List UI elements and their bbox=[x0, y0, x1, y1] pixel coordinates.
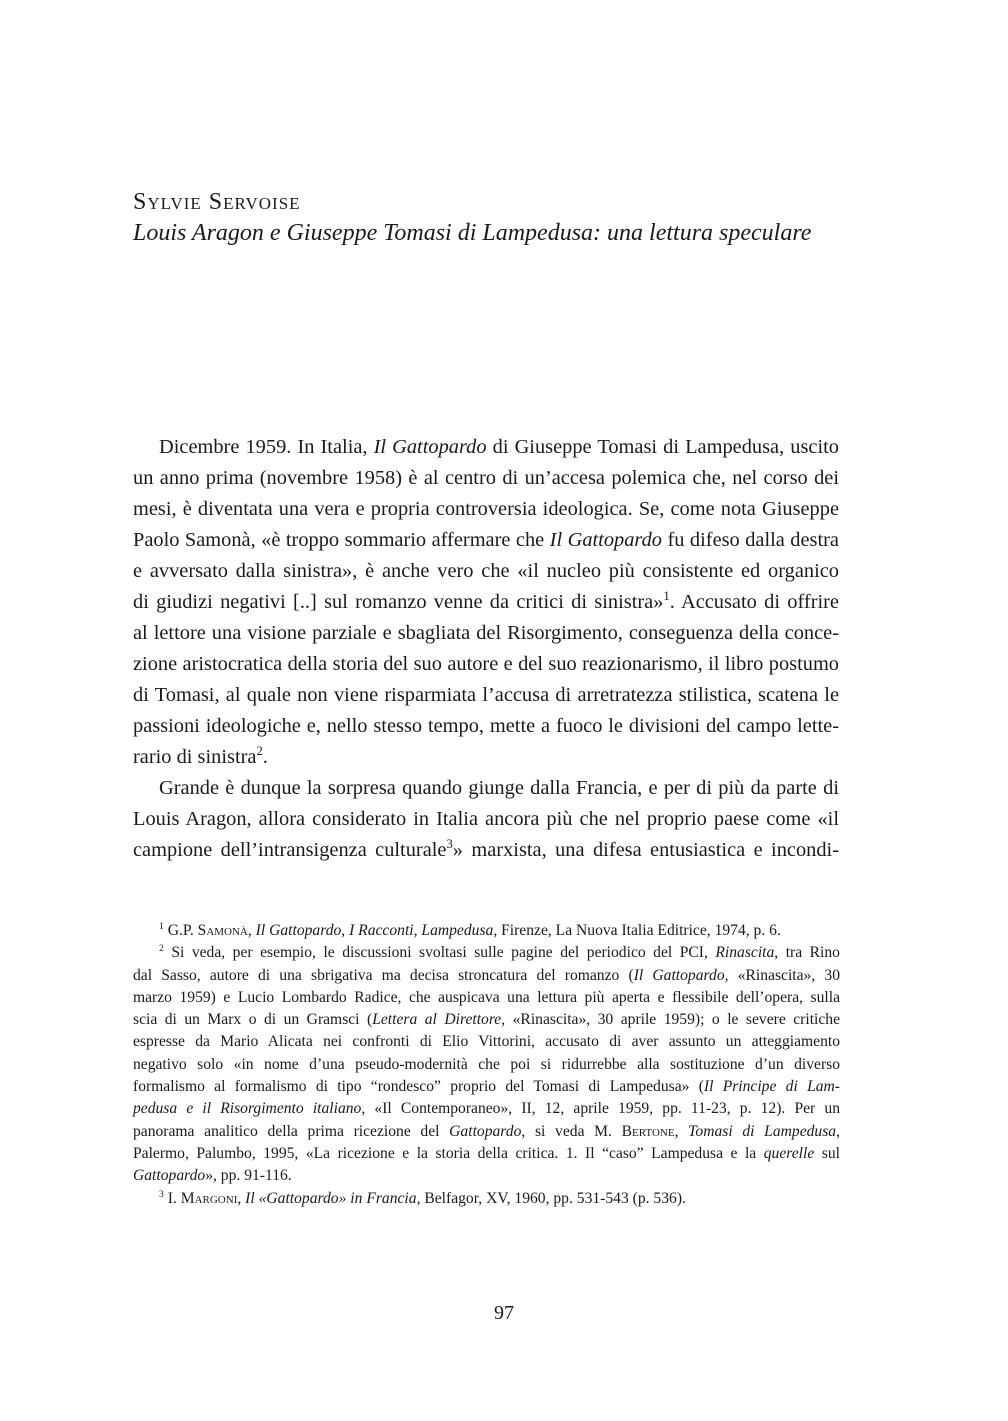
footnote-marker: 1 bbox=[159, 920, 164, 932]
text-run: negativo solo «in nome d’una pseudo-modernità che poi si ridurrebbe alla sostituzione d’un diverso bbox=[133, 1055, 840, 1073]
text-run: , «Rinascita», 30 bbox=[724, 966, 841, 984]
text-run: », pp. 91-116. bbox=[205, 1167, 292, 1185]
text-run: I. bbox=[163, 1189, 181, 1207]
text-run: marzo 1959) e Lucio Lombardo Radice, che auspicava una lettura più aperta e flessibile dell’opera, sulla bbox=[133, 988, 840, 1006]
footnote-line bbox=[133, 1143, 840, 1165]
text-line bbox=[133, 587, 839, 618]
text-run: Louis Aragon, allora considerato in Italia ancora più che nel proprio paese come «il bbox=[133, 808, 839, 830]
footnote-marker: 3 bbox=[159, 1188, 164, 1200]
text-run: mesi, è diventata una vera e propria controversia ideologica. Se, come nota Giuseppe bbox=[133, 498, 839, 520]
text-line bbox=[133, 773, 839, 804]
text-run: G.P. bbox=[163, 922, 198, 939]
italic-text: Rinascita bbox=[715, 944, 775, 962]
text-run: di giudizi negativi [..] sul romanzo venne da critici di sinistra» bbox=[133, 591, 664, 613]
text-run: Grande è dunque la sorpresa quando giunge dalla Francia, e per di più da parte di bbox=[159, 777, 839, 799]
italic-text: Il Gattopardo, I Racconti, Lampedusa bbox=[255, 922, 494, 939]
footnote-line bbox=[133, 1165, 840, 1187]
text-run: , bbox=[247, 922, 256, 939]
page-number: 97 bbox=[494, 1302, 514, 1324]
text-line bbox=[133, 432, 839, 463]
text-run: » marxista, una difesa entusiastica e incondi- bbox=[452, 839, 839, 861]
italic-text: Gattopardo bbox=[449, 1122, 522, 1140]
footnote-marker: 2 bbox=[256, 744, 263, 759]
italic-text: Tomasi di Lampedusa bbox=[688, 1122, 837, 1140]
italic-text: Il Gattopardo bbox=[633, 966, 725, 984]
text-run: , bbox=[674, 1122, 689, 1140]
text-line bbox=[133, 649, 839, 680]
text-line bbox=[133, 525, 839, 556]
smallcaps-name: Margoni bbox=[180, 1189, 238, 1207]
text-run: passioni ideologiche e, nello stesso tempo, mette a fuoco le divisioni del campo lette- bbox=[133, 715, 839, 737]
text-line bbox=[133, 711, 839, 742]
text-run: al lettore una visione parziale e sbagliata del Risorgimento, conseguenza della conce- bbox=[133, 622, 839, 644]
text-line bbox=[133, 463, 839, 494]
text-line bbox=[133, 742, 839, 773]
footnotes bbox=[133, 920, 840, 1210]
footnote-line bbox=[133, 987, 840, 1009]
footnote-line bbox=[133, 1009, 840, 1031]
text-run: fu difeso dalla destra bbox=[662, 529, 839, 551]
text-run: di Giuseppe Tomasi di Lampedusa, uscito bbox=[486, 436, 839, 458]
text-run: «Rinascita», 30 aprile 1959); o le severe critiche bbox=[505, 1011, 840, 1029]
text-run: , bbox=[237, 1189, 246, 1207]
text-run: formalismo al formalismo di tipo “rondesco” proprio del Tomasi di Lampedusa» ( bbox=[133, 1078, 704, 1096]
text-run: , tra Rino bbox=[774, 944, 840, 962]
text-line bbox=[133, 618, 839, 649]
text-run: dal Sasso, autore di una sbrigativa ma decisa stroncatura del romanzo ( bbox=[133, 966, 634, 984]
text-run: scia di un Marx o di un Gramsci ( bbox=[133, 1011, 373, 1029]
text-run: panorama analitico della prima ricezione del bbox=[133, 1122, 450, 1140]
italic-text: querelle bbox=[763, 1144, 815, 1162]
footnote-marker: 3 bbox=[446, 837, 453, 852]
footnote-line bbox=[133, 1121, 840, 1143]
footnote-line bbox=[133, 1098, 840, 1120]
text-line bbox=[133, 494, 839, 525]
text-run: , bbox=[836, 1122, 840, 1140]
footnote-line bbox=[133, 942, 840, 964]
smallcaps-name: Bertone bbox=[621, 1122, 675, 1140]
italic-text: pedusa e il Risorgimento italiano bbox=[133, 1100, 362, 1118]
text-run: di Tomasi, al quale non viene risparmiata l’accusa di arretratezza stilistica, scatena le bbox=[133, 684, 839, 706]
footnote-line bbox=[133, 920, 840, 942]
footnote-line bbox=[133, 1031, 840, 1053]
smallcaps-name: Samonà bbox=[197, 922, 248, 939]
footnote-marker: 2 bbox=[159, 943, 164, 955]
italic-text: Il Gattopardo bbox=[373, 436, 487, 458]
text-run: , Belfagor, XV, 1960, pp. 531-543 (p. 536). bbox=[416, 1189, 686, 1207]
text-run: . Accusato di offrire bbox=[669, 591, 839, 613]
text-run: rario di sinistra bbox=[133, 746, 257, 768]
footnote-line bbox=[133, 965, 840, 987]
text-run: Palermo, Palumbo, 1995, «La ricezione e la storia della critica. 1. Il “caso” Lampedusa e la bbox=[133, 1144, 764, 1162]
text-run: e avversato dalla sinistra», è anche vero che «il nucleo più consistente ed organico bbox=[133, 560, 839, 582]
text-run: un anno prima (novembre 1958) è al centro di un’accesa polemica che, nel corso dei bbox=[133, 467, 839, 489]
text-run: Paolo Samonà, «è troppo sommario affermare che bbox=[133, 529, 550, 551]
text-run: Si veda, per esempio, le discussioni svoltasi sulle pagine del periodico del PCI, bbox=[163, 944, 716, 962]
italic-text: Gattopardo bbox=[133, 1167, 206, 1185]
footnote-line bbox=[133, 1076, 840, 1098]
text-run: . bbox=[262, 746, 268, 768]
italic-text: Lettera al Direttore, bbox=[372, 1011, 506, 1029]
text-run: Dicembre 1959. In Italia, bbox=[159, 436, 374, 458]
text-line bbox=[133, 680, 839, 711]
footnote-line bbox=[133, 1188, 840, 1210]
text-line bbox=[133, 804, 839, 835]
text-run: , «Il Contemporaneo», II, 12, aprile 1959, pp. 11-23, p. 12). Per un bbox=[361, 1100, 840, 1118]
author-name: Sylvie Servoise bbox=[133, 189, 301, 215]
text-line bbox=[133, 556, 839, 587]
text-run: , Firenze, La Nuova Italia Editrice, 1974, p. 6. bbox=[493, 922, 781, 939]
italic-text: Il Gattopardo bbox=[549, 529, 662, 551]
text-run: espresse da Mario Alicata nei confronti di Elio Vittorini, accusato di aver assunto un atteggiamento bbox=[133, 1033, 840, 1051]
footnote-line bbox=[133, 1054, 840, 1076]
article-title: Louis Aragon e Giuseppe Tomasi di Lampedusa: una lettura speculare bbox=[133, 220, 812, 246]
text-run: sul bbox=[814, 1144, 840, 1162]
text-run: campione dell’intransigenza culturale bbox=[133, 839, 447, 861]
footnote-marker: 1 bbox=[663, 589, 670, 604]
text-run: zione aristocratica della storia del suo autore e del suo reazionarismo, il libro postumo bbox=[133, 653, 839, 675]
text-line bbox=[133, 835, 839, 866]
body-text bbox=[133, 432, 839, 866]
italic-text: Il Principe di Lam- bbox=[703, 1078, 840, 1096]
italic-text: Il «Gattopardo» in Francia bbox=[245, 1189, 417, 1207]
text-run: , si veda M. bbox=[521, 1122, 622, 1140]
